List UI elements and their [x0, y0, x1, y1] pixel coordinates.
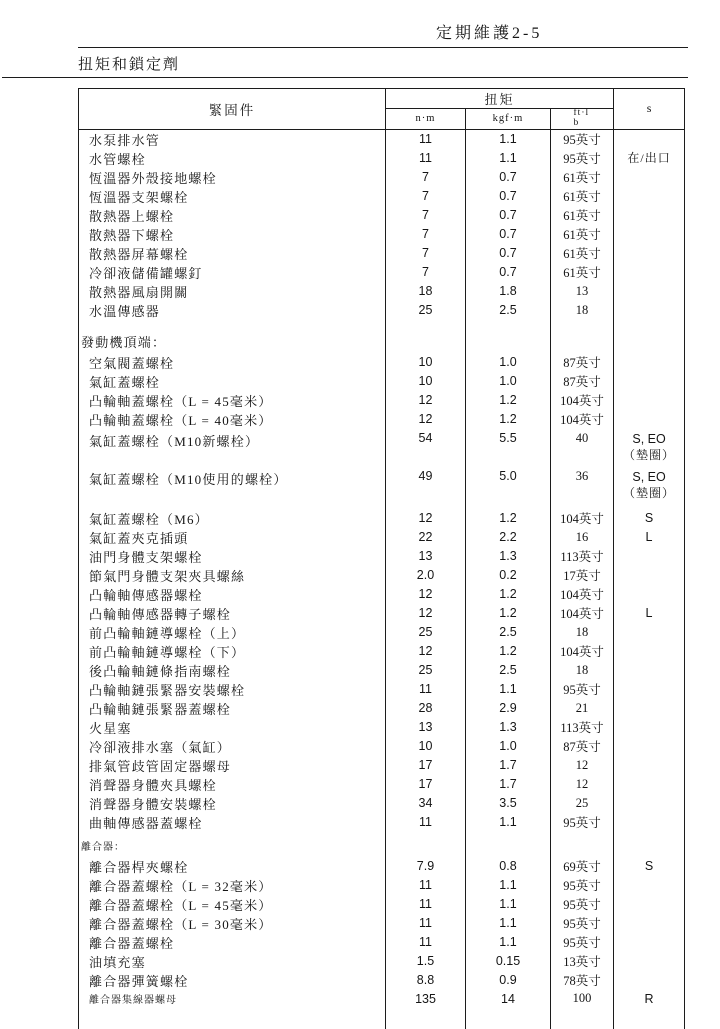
remark-value [614, 813, 685, 832]
fastener-name: 凸輪軸鏈張緊器蓋螺栓 [79, 699, 386, 718]
torque-kgfm-value: 0.7 [466, 263, 551, 282]
torque-ftlb-value: 21 [551, 699, 614, 718]
table-row [79, 895, 685, 914]
table-row [79, 410, 685, 429]
torque-nm-value: 10 [386, 737, 466, 756]
torque-kgfm-value: 1.1 [466, 813, 551, 832]
torque-kgfm-value: 2.5 [466, 301, 551, 320]
torque-kgfm-value: 0.7 [466, 168, 551, 187]
table-row [79, 794, 685, 813]
fastener-name: 節氣門身體支架夾具螺絲 [79, 566, 386, 585]
remark-value [614, 353, 685, 372]
remark-value [614, 282, 685, 301]
spacer-cell [79, 1008, 386, 1029]
remark-value [614, 509, 685, 528]
torque-kgfm-value: 0.7 [466, 244, 551, 263]
torque-kgfm-value: 0.7 [466, 206, 551, 225]
fastener-name: 凸輪軸傳感器轉子螺栓 [79, 604, 386, 623]
heading-divider-line [2, 77, 688, 78]
torque-nm-value: 12 [386, 509, 466, 528]
torque-ftlb-value: 36 [551, 467, 614, 509]
torque-ftlb-value: 13 [551, 282, 614, 301]
fastener-name: 水管螺栓 [79, 149, 386, 168]
torque-kgfm-value: 1.2 [466, 509, 551, 528]
torque-nm-value: 135 [386, 990, 466, 1008]
table-row [79, 585, 685, 604]
torque-ftlb-value: 61英寸 [551, 225, 614, 244]
torque-kgfm-value: 5.5 [466, 429, 551, 467]
torque-kgfm-value: 2.9 [466, 699, 551, 718]
fastener-name: 恆溫器外殼接地螺栓 [79, 168, 386, 187]
fastener-name: 氣缸蓋夾克插頭 [79, 528, 386, 547]
table-row [79, 604, 685, 623]
torque-kgfm-value: 0.9 [466, 971, 551, 990]
table-row [79, 718, 685, 737]
fastener-name: 前凸輪軸鏈導螺栓（上） [79, 623, 386, 642]
fastener-name: 散熱器風扇開關 [79, 282, 386, 301]
remark-value [614, 129, 685, 149]
torque-nm-value: 7 [386, 206, 466, 225]
torque-nm-value: 28 [386, 699, 466, 718]
fastener-name: 離合器桿夾螺栓 [79, 857, 386, 876]
torque-ftlb-value: 95英寸 [551, 876, 614, 895]
table-row [79, 528, 685, 547]
torque-nm-value: 13 [386, 718, 466, 737]
torque-kgfm-value: 3.5 [466, 794, 551, 813]
torque-ftlb-value: 95英寸 [551, 680, 614, 699]
torque-ftlb-value: 87英寸 [551, 372, 614, 391]
table-row [79, 857, 685, 876]
torque-nm-value: 25 [386, 301, 466, 320]
torque-nm-value: 34 [386, 794, 466, 813]
fastener-name: 冷卻液排水塞（氣缸） [79, 737, 386, 756]
fastener-name: 離合器蓋螺栓（L = 45毫米） [79, 895, 386, 914]
fastener-name: 水泵排水管 [79, 129, 386, 149]
torque-nm-value: 11 [386, 813, 466, 832]
table-row [79, 661, 685, 680]
remark-line: S [644, 859, 654, 874]
table-body [79, 129, 685, 1029]
torque-ftlb-value [551, 320, 614, 353]
torque-nm-value: 54 [386, 429, 466, 467]
torque-ftlb-value: 18 [551, 301, 614, 320]
torque-ftlb-value: 104英寸 [551, 509, 614, 528]
torque-ftlb-value: 17英寸 [551, 566, 614, 585]
torque-ftlb-value: 95英寸 [551, 149, 614, 168]
torque-nm-value: 11 [386, 914, 466, 933]
torque-ftlb-value: 61英寸 [551, 187, 614, 206]
torque-ftlb-value: 87英寸 [551, 353, 614, 372]
torque-nm-value: 12 [386, 410, 466, 429]
torque-ftlb-value: 104英寸 [551, 642, 614, 661]
remark-value [614, 585, 685, 604]
torque-ftlb-value: 18 [551, 623, 614, 642]
torque-ftlb-value: 104英寸 [551, 391, 614, 410]
section-heading: 扭矩和鎖定劑 [78, 57, 181, 73]
remark-line: （墊圈） [623, 447, 676, 462]
torque-nm-value: 11 [386, 876, 466, 895]
torque-ftlb-value: 78英寸 [551, 971, 614, 990]
remark-value [614, 832, 685, 857]
torque-kgfm-value: 1.3 [466, 718, 551, 737]
torque-ftlb-value: 13英寸 [551, 952, 614, 971]
table-row [79, 933, 685, 952]
remark-value [614, 429, 685, 467]
table-row [79, 301, 685, 320]
table-bottom-spacer [79, 1008, 685, 1029]
torque-nm-value: 1.5 [386, 952, 466, 971]
torque-kgfm-value: 2.5 [466, 623, 551, 642]
remark-value [614, 547, 685, 566]
spacer-cell [386, 1008, 466, 1029]
torque-ftlb-value: 25 [551, 794, 614, 813]
remark-line: L [645, 606, 653, 621]
torque-ftlb-value: 61英寸 [551, 206, 614, 225]
torque-nm-value: 7.9 [386, 857, 466, 876]
table-row [79, 680, 685, 699]
torque-nm-value [386, 320, 466, 353]
remark-value [614, 661, 685, 680]
torque-kgfm-value: 1.1 [466, 895, 551, 914]
remark-line: S, EO [632, 469, 666, 484]
torque-nm-value: 17 [386, 775, 466, 794]
col-header-torque: 扭矩 [386, 89, 614, 109]
table-row [79, 623, 685, 642]
torque-nm-value: 18 [386, 282, 466, 301]
table-row [79, 372, 685, 391]
torque-kgfm-value: 1.7 [466, 756, 551, 775]
torque-kgfm-value: 0.7 [466, 225, 551, 244]
table-row [79, 642, 685, 661]
remark-line: R [644, 991, 654, 1006]
torque-kgfm-value: 2.2 [466, 528, 551, 547]
remark-value [614, 372, 685, 391]
table-row [79, 225, 685, 244]
torque-nm-value: 17 [386, 756, 466, 775]
fastener-name: 凸輪軸蓋螺栓（L = 45毫米） [79, 391, 386, 410]
torque-ftlb-value: 113英寸 [551, 718, 614, 737]
torque-nm-value: 7 [386, 225, 466, 244]
torque-nm-value: 12 [386, 642, 466, 661]
table-row [79, 914, 685, 933]
torque-ftlb-value: 61英寸 [551, 244, 614, 263]
spacer-cell [614, 1008, 685, 1029]
table-row [79, 813, 685, 832]
remark-value [614, 794, 685, 813]
fastener-name: 離合器蓋螺栓（L = 30毫米） [79, 914, 386, 933]
remark-value [614, 528, 685, 547]
fastener-name: 離合器集線器螺母 [79, 990, 386, 1008]
torque-nm-value: 12 [386, 585, 466, 604]
table-row [79, 990, 685, 1008]
remark-value [614, 914, 685, 933]
torque-kgfm-value [466, 832, 551, 857]
table-row [79, 168, 685, 187]
torque-kgfm-value [466, 320, 551, 353]
table-row [79, 320, 685, 353]
table-row [79, 391, 685, 410]
remark-value [614, 225, 685, 244]
remark-value [614, 933, 685, 952]
table-row [79, 353, 685, 372]
torque-nm-value: 11 [386, 680, 466, 699]
table-row [79, 149, 685, 168]
torque-ftlb-value: 12 [551, 756, 614, 775]
remark-value [614, 775, 685, 794]
remark-value [614, 699, 685, 718]
torque-kgfm-value: 14 [466, 990, 551, 1008]
table-row [79, 952, 685, 971]
table-row [79, 699, 685, 718]
torque-nm-value: 11 [386, 149, 466, 168]
remark-value [614, 206, 685, 225]
remark-value [614, 876, 685, 895]
table-row [79, 876, 685, 895]
remark-value [614, 263, 685, 282]
torque-kgfm-value: 1.2 [466, 410, 551, 429]
torque-kgfm-value: 1.8 [466, 282, 551, 301]
table-row [79, 244, 685, 263]
remark-value [614, 971, 685, 990]
remark-value [614, 642, 685, 661]
table-row [79, 129, 685, 149]
torque-nm-value: 11 [386, 129, 466, 149]
table-header [79, 89, 685, 130]
section-label: 離合器： [79, 832, 386, 857]
remark-value [614, 680, 685, 699]
fastener-name: 曲軸傳感器蓋螺栓 [79, 813, 386, 832]
table-row [79, 429, 685, 467]
torque-nm-value: 7 [386, 263, 466, 282]
torque-nm-value: 2.0 [386, 566, 466, 585]
torque-kgfm-value: 1.0 [466, 353, 551, 372]
torque-kgfm-value: 1.1 [466, 876, 551, 895]
fastener-name: 氣缸蓋螺栓（M10使用的螺栓） [79, 467, 386, 509]
spacer-cell [466, 1008, 551, 1029]
torque-ftlb-value: 18 [551, 661, 614, 680]
torque-ftlb-value: 95英寸 [551, 914, 614, 933]
table-row [79, 775, 685, 794]
torque-kgfm-value: 1.2 [466, 585, 551, 604]
torque-nm-value: 7 [386, 187, 466, 206]
remark-value [614, 320, 685, 353]
remark-value [614, 857, 685, 876]
torque-nm-value: 13 [386, 547, 466, 566]
remark-value [614, 301, 685, 320]
torque-kgfm-value: 0.15 [466, 952, 551, 971]
torque-ftlb-value: 61英寸 [551, 168, 614, 187]
fastener-name: 散熱器下螺栓 [79, 225, 386, 244]
torque-kgfm-value: 1.1 [466, 149, 551, 168]
torque-nm-value: 11 [386, 895, 466, 914]
fastener-name: 消聲器身體夾具螺栓 [79, 775, 386, 794]
page-title: 定期維護2-5 [436, 25, 543, 42]
torque-nm-value: 22 [386, 528, 466, 547]
remark-value [614, 391, 685, 410]
remark-value [614, 952, 685, 971]
torque-kgfm-value: 1.3 [466, 547, 551, 566]
torque-kgfm-value: 1.2 [466, 642, 551, 661]
fastener-name: 氣缸蓋螺栓（M6） [79, 509, 386, 528]
fastener-name: 氣缸蓋螺栓（M10新螺栓） [79, 429, 386, 467]
fastener-name: 排氣管歧管固定器螺母 [79, 756, 386, 775]
table-row [79, 187, 685, 206]
torque-ftlb-value: 104英寸 [551, 585, 614, 604]
table-row [79, 467, 685, 509]
table-row [79, 737, 685, 756]
fastener-name: 消聲器身體安裝螺栓 [79, 794, 386, 813]
torque-nm-value: 11 [386, 933, 466, 952]
fastener-name: 水溫傳感器 [79, 301, 386, 320]
fastener-name: 凸輪軸鏈張緊器安裝螺栓 [79, 680, 386, 699]
table-row [79, 206, 685, 225]
table-row [79, 547, 685, 566]
torque-ftlb-value: 95英寸 [551, 129, 614, 149]
torque-kgfm-value: 1.0 [466, 372, 551, 391]
torque-kgfm-value: 1.1 [466, 933, 551, 952]
fastener-name: 油門身體支架螺栓 [79, 547, 386, 566]
torque-nm-value: 49 [386, 467, 466, 509]
col-header-fastener: 緊固件 [79, 89, 386, 130]
col-header-unit-kgfm: kgf·m [466, 109, 551, 130]
torque-ftlb-value: 95英寸 [551, 933, 614, 952]
fastener-name: 火星塞 [79, 718, 386, 737]
fastener-name: 氣缸蓋螺栓 [79, 372, 386, 391]
torque-kgfm-value: 1.1 [466, 129, 551, 149]
remark-line: S, EO [632, 431, 666, 446]
torque-kgfm-value: 1.7 [466, 775, 551, 794]
fastener-name: 離合器蓋螺栓 [79, 933, 386, 952]
col-header-unit-ftlb [551, 109, 614, 130]
fastener-name: 油填充塞 [79, 952, 386, 971]
fastener-name: 散熱器上螺栓 [79, 206, 386, 225]
fastener-name: 散熱器屏幕螺栓 [79, 244, 386, 263]
fastener-name: 凸輪軸傳感器螺栓 [79, 585, 386, 604]
remark-value [614, 604, 685, 623]
fastener-name: 離合器彈簧螺栓 [79, 971, 386, 990]
torque-nm-value: 10 [386, 353, 466, 372]
remark-value [614, 149, 685, 168]
torque-ftlb-value: 87英寸 [551, 737, 614, 756]
remark-value [614, 467, 685, 509]
section-label: 發動機頂端： [79, 320, 386, 353]
col-header-remarks: s [614, 89, 685, 130]
torque-ftlb-value: 40 [551, 429, 614, 467]
remark-value [614, 718, 685, 737]
torque-kgfm-value: 0.8 [466, 857, 551, 876]
remark-value [614, 187, 685, 206]
unit-ftlb-label: ft·lb [573, 108, 590, 128]
torque-kgfm-value: 1.1 [466, 914, 551, 933]
torque-nm-value: 7 [386, 168, 466, 187]
torque-kgfm-value: 2.5 [466, 661, 551, 680]
torque-nm-value: 10 [386, 372, 466, 391]
remark-line: L [645, 530, 653, 545]
remark-value [614, 737, 685, 756]
table-row [79, 832, 685, 857]
remark-value [614, 410, 685, 429]
table-row [79, 971, 685, 990]
torque-ftlb-value: 16 [551, 528, 614, 547]
remark-line: （墊圈） [623, 485, 676, 500]
col-header-unit-nm: n·m [386, 109, 466, 130]
remark-value [614, 990, 685, 1008]
torque-ftlb-value: 12 [551, 775, 614, 794]
torque-nm-value: 12 [386, 391, 466, 410]
torque-kgfm-value: 1.0 [466, 737, 551, 756]
remark-value [614, 244, 685, 263]
remark-value [614, 168, 685, 187]
table-row [79, 756, 685, 775]
torque-nm-value: 25 [386, 623, 466, 642]
table-row [79, 566, 685, 585]
torque-kgfm-value: 1.2 [466, 391, 551, 410]
remark-value [614, 566, 685, 585]
torque-ftlb-value: 61英寸 [551, 263, 614, 282]
torque-kgfm-value: 5.0 [466, 467, 551, 509]
fastener-name: 凸輪軸蓋螺栓（L = 40毫米） [79, 410, 386, 429]
torque-ftlb-value [551, 832, 614, 857]
torque-nm-value: 7 [386, 244, 466, 263]
remark-value [614, 756, 685, 775]
table-row [79, 282, 685, 301]
remark-line: 在/出口 [627, 151, 671, 166]
torque-ftlb-value: 95英寸 [551, 813, 614, 832]
torque-kgfm-value: 1.1 [466, 680, 551, 699]
torque-spec-table [78, 88, 685, 1029]
torque-kgfm-value: 0.7 [466, 187, 551, 206]
torque-nm-value: 12 [386, 604, 466, 623]
table-row [79, 263, 685, 282]
remark-value [614, 895, 685, 914]
torque-ftlb-value: 113英寸 [551, 547, 614, 566]
torque-kgfm-value: 1.2 [466, 604, 551, 623]
torque-nm-value: 8.8 [386, 971, 466, 990]
torque-nm-value [386, 832, 466, 857]
spacer-cell [551, 1008, 614, 1029]
remark-line: S [644, 511, 654, 526]
torque-ftlb-value: 104英寸 [551, 604, 614, 623]
fastener-name: 離合器蓋螺栓（L = 32毫米） [79, 876, 386, 895]
torque-ftlb-value: 95英寸 [551, 895, 614, 914]
fastener-name: 空氣閥蓋螺栓 [79, 353, 386, 372]
fastener-name: 後凸輪軸鏈條指南螺栓 [79, 661, 386, 680]
fastener-name: 恆溫器支架螺栓 [79, 187, 386, 206]
torque-ftlb-value: 104英寸 [551, 410, 614, 429]
fastener-name: 前凸輪軸鏈導螺栓（下） [79, 642, 386, 661]
remark-value [614, 623, 685, 642]
torque-kgfm-value: 0.2 [466, 566, 551, 585]
table-row [79, 509, 685, 528]
title-divider-line [78, 47, 688, 48]
torque-ftlb-value: 69英寸 [551, 857, 614, 876]
torque-nm-value: 25 [386, 661, 466, 680]
fastener-name: 冷卻液儲備罐螺釘 [79, 263, 386, 282]
torque-ftlb-value: 100 [551, 990, 614, 1008]
